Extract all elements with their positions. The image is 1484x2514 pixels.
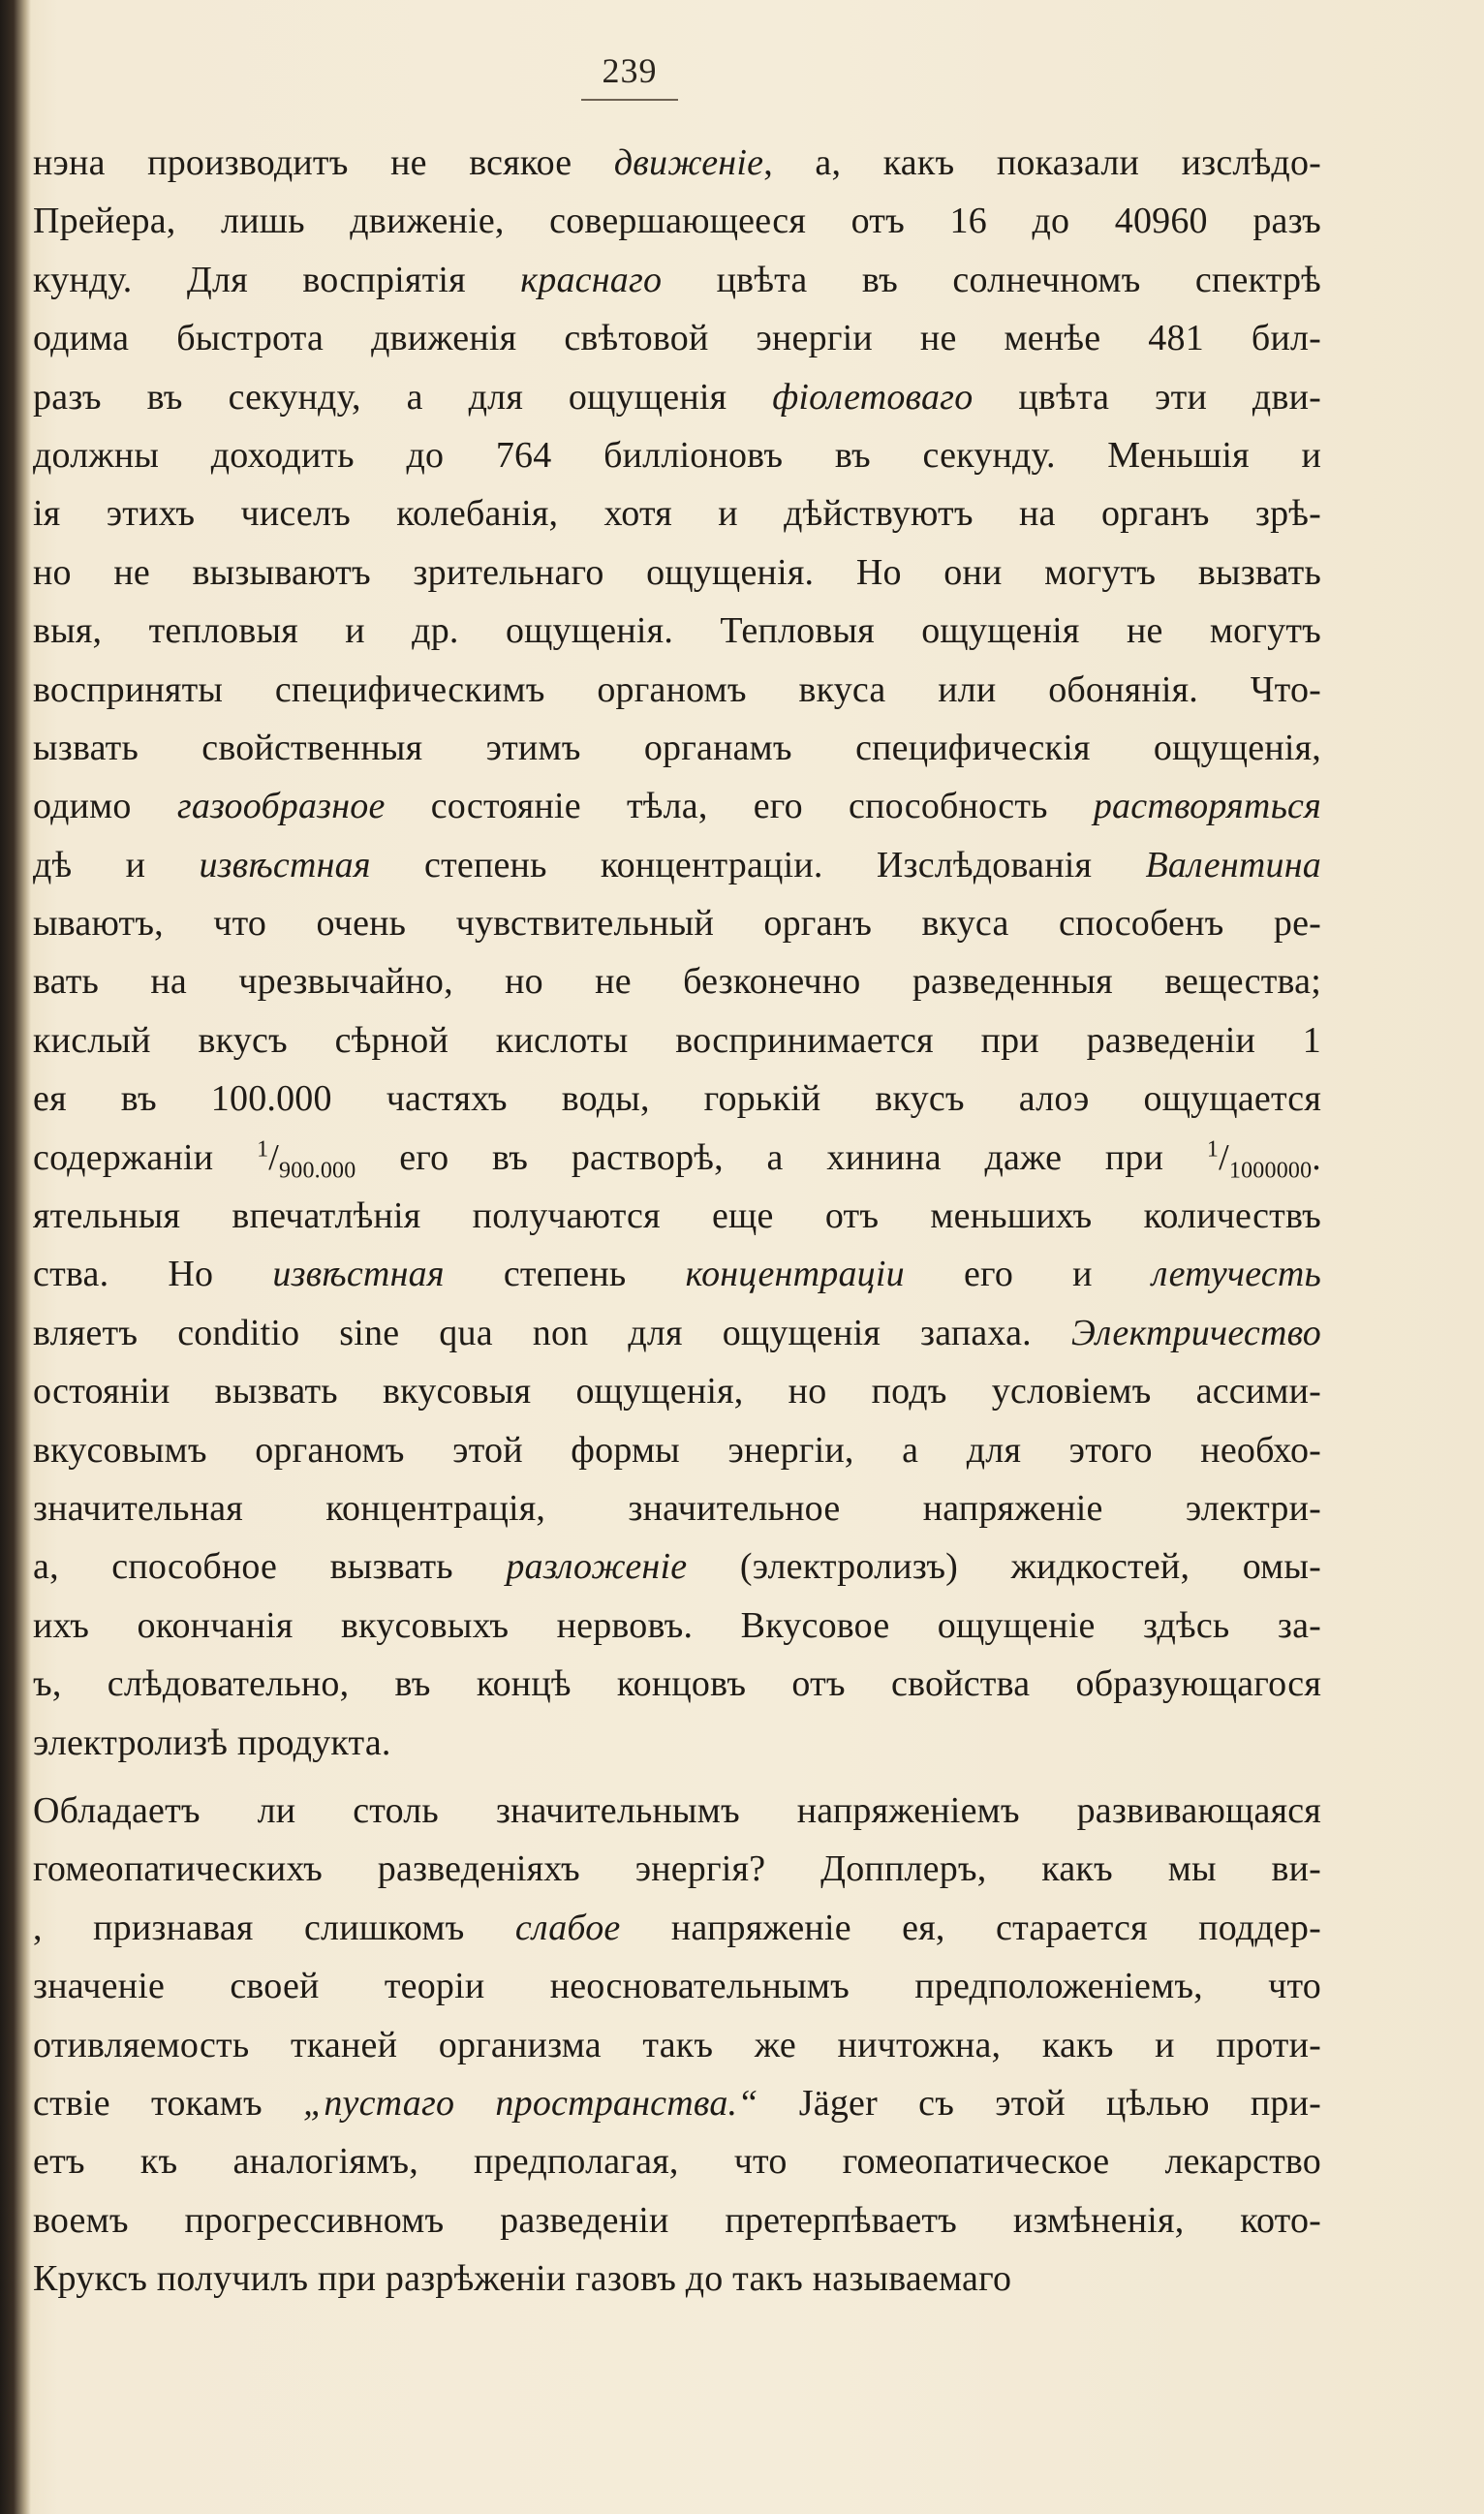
text-line: значенiе своей теорiи неосновательнымъ предположенiемъ, что (33, 1966, 1321, 2007)
text-line: ызвать свойственныя этимъ органамъ специфическiя ощущенiя, (33, 727, 1321, 768)
text-line: ъ, слѣдовательно, въ концѣ концовъ отъ свойства образующагося (33, 1663, 1321, 1705)
text-line: кунду. Для воспрiятiя краснаго цвѣта въ солнечномъ спектрѣ (33, 259, 1321, 300)
text-line: Круксъ получилъ при разрѣженiи газовъ до такъ называемаго (33, 2258, 1012, 2300)
binding-edge (0, 0, 31, 2514)
text-line: Обладаетъ ли столь значительнымъ напряженiемъ развивающаяся (33, 1789, 1321, 1831)
text-line: воемъ прогрессивномъ разведенiи претерпѣваетъ измѣненiя, кото- (33, 2199, 1321, 2241)
text-line: выя, тепловыя и др. ощущенiя. Тепловыя ощущенiя не могутъ (33, 610, 1321, 652)
text-line: содержанiи $^1/_{900.000}$ его въ растворѣ, а хинина даже при $^1/_{1000000}$. (33, 1135, 1321, 1184)
text-line: а, способное вызвать разложенiе (электролизъ) жидкостей, омы- (33, 1546, 1321, 1588)
text-line: отивляемость тканей организма такъ же ничтожна, какъ и проти- (33, 2024, 1321, 2065)
text-line: ываютъ, что очень чувствительный органъ вкуса способенъ ре- (33, 903, 1321, 945)
text-line: кислый вкусъ сѣрной кислоты воспринимается при разведенiи 1 (33, 1019, 1321, 1061)
text-line: вляетъ conditio sine qua non для ощущенiя запаха. Электричество (33, 1312, 1321, 1353)
text-line: остоянiи вызвать вкусовыя ощущенiя, но подъ условiемъ ассими- (33, 1371, 1321, 1412)
text-line: разъ въ секунду, а для ощущенiя фiолетоваго цвѣта эти дви- (33, 376, 1321, 418)
text-line: вкусовымъ органомъ этой формы энергiи, а для этого необхо- (33, 1429, 1321, 1471)
text-line: вать на чрезвычайно, но не безконечно разведенныя вещества; (33, 961, 1321, 1003)
text-line: нэна производитъ не всякое движенiе, а, какъ показали изслѣдо- (33, 142, 1321, 183)
text-line: электролизѣ продукта. (33, 1722, 391, 1763)
text-line: одима быстрота движенiя свѣтовой энергiи не менѣе 481 бил- (33, 318, 1321, 359)
text-line: ея въ 100.000 частяхъ воды, горькiй вкусъ алоэ ощущается (33, 1078, 1321, 1120)
text-line: , признавая слишкомъ слабое напряженiе ея, старается поддер- (33, 1907, 1321, 1948)
text-line: етъ къ аналогiямъ, предполагая, что гомеопатическое лекарство (33, 2141, 1321, 2183)
text-line: ятельныя впечатлѣнiя получаются еще отъ меньшихъ количествъ (33, 1195, 1321, 1237)
text-line: iя этихъ чиселъ колебанiя, хотя и дѣйствуютъ на органъ зрѣ- (33, 493, 1321, 535)
text-line: ства. Но извѣстная степень концентрацiи его и летучесть (33, 1254, 1321, 1295)
page-number: 239 (602, 51, 658, 90)
text-line: гомеопатическихъ разведенiяхъ энергiя? Допплеръ, какъ мы ви- (33, 1848, 1321, 1890)
text-line: восприняты специфическимъ органомъ вкуса или обонянiя. Что- (33, 668, 1321, 710)
text-line: но не вызываютъ зрительнаго ощущенiя. Но они могутъ вызвать (33, 551, 1321, 593)
text-line: должны доходить до 764 биллiоновъ въ секунду. Меньшiя и (33, 434, 1321, 476)
text-line: ихъ окончанiя вкусовыхъ нервовъ. Вкусовое ощущенiе здѣсь за- (33, 1604, 1321, 1646)
text-line: одимо газообразное состоянiе тѣла, его способность растворяться (33, 786, 1321, 827)
body-text (33, 134, 1321, 2308)
text-line: Прейера, лишь движенiе, совершающееся отъ 16 до 40960 разъ (33, 201, 1321, 242)
text-line: значительная концентрацiя, значительное напряженiе электри- (33, 1487, 1321, 1529)
text-line: ствiе токамъ „пустаго пространства.“ Jäger съ этой цѣлью при- (33, 2082, 1321, 2124)
header-rule (581, 99, 678, 101)
text-line: дѣ и извѣстная степень концентрацiи. Изслѣдованiя Валентина (33, 844, 1321, 885)
